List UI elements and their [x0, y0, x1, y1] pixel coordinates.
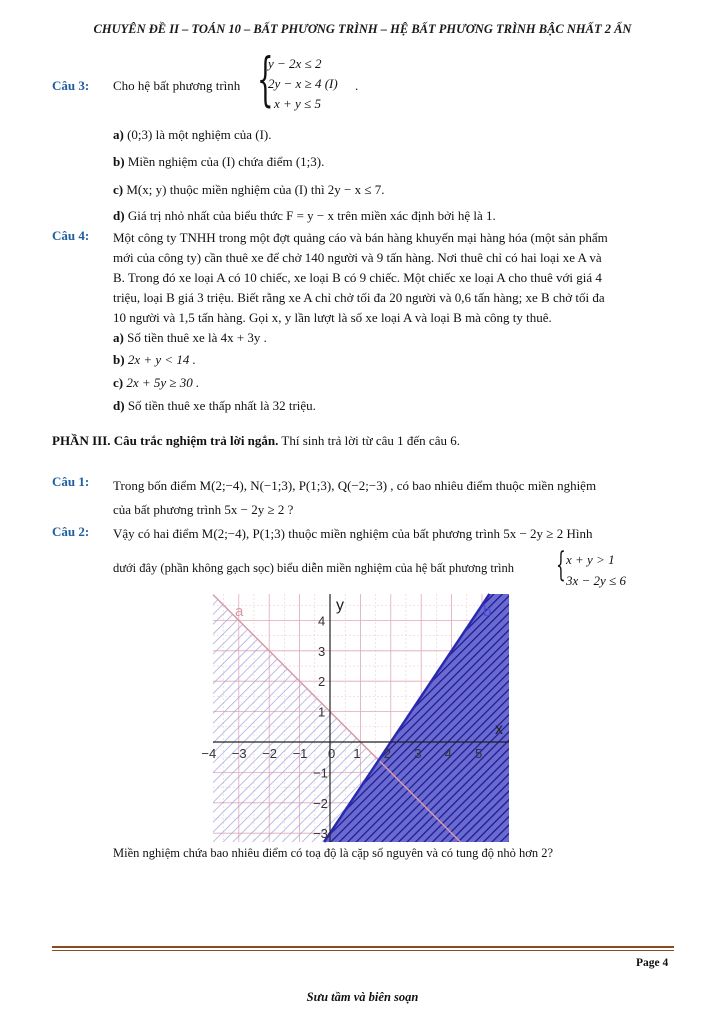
- solution-region-graph: [201, 594, 509, 846]
- part-3-heading: PHẦN III. Câu trắc nghiệm trả lời ngắn. Thí sinh trả lời từ câu 1 đến câu 6.: [52, 433, 460, 448]
- x-tick-label: −3: [231, 746, 247, 761]
- question-4-option-c: c) 2x + 5y ≥ 30 .: [113, 375, 200, 390]
- question-3-option-a: a) (0;3) là một nghiệm của (I).: [113, 127, 272, 142]
- question-3-option-d: d) Giá trị nhỏ nhất của biểu thức F = y − x trên miền xác định bởi hệ là 1.: [113, 208, 496, 223]
- x-tick-label: −2: [262, 746, 278, 761]
- y-tick-label: 4: [318, 613, 326, 629]
- part-3-question-1-label: Câu 1:: [52, 474, 90, 489]
- system-eq-2: 3x − 2y ≤ 6: [566, 573, 626, 588]
- y-axis-label: y: [336, 597, 344, 614]
- x-tick-label: 2: [383, 746, 392, 761]
- x-tick-label: 5: [475, 746, 483, 761]
- y-tick-label: −1: [313, 765, 328, 781]
- y-tick-label: 1: [318, 704, 326, 720]
- question-line: của bất phương trình 5x − 2y ≥ 2 ?: [113, 502, 294, 517]
- question-4-line: 10 người và 1,5 tấn hàng. Gọi x, y lần lượt là số xe loại A và loại B mà công ty thuê.: [113, 310, 552, 325]
- question-4-text: [113, 228, 673, 328]
- x-tick-label: −1: [292, 746, 308, 761]
- question-2-system: [566, 549, 626, 591]
- part-3-question-1-text: [113, 474, 683, 522]
- question-line: Trong bốn điểm M(2;−4), N(−1;3), P(1;3), Q(−2;−3) , có bao nhiêu điểm thuộc miền nghiệm: [113, 478, 597, 493]
- page-header: CHUYÊN ĐỀ II – TOÁN 10 – BẤT PHƯƠNG TRÌNH – HỆ BẤT PHƯƠNG TRÌNH BẬC NHẤT 2 ẨN: [93, 22, 632, 36]
- question-4-option-a: a) Số tiền thuê xe là 4x + 3y .: [113, 330, 267, 345]
- system-end: .: [355, 78, 359, 93]
- y-tick-label: −3: [313, 826, 328, 842]
- line-a-label: a: [235, 603, 244, 620]
- part-3-question-2-question: Miền nghiệm chứa bao nhiêu điểm có toạ độ là cặp số nguyên và có tung độ nhỏ hơn 2?: [113, 846, 554, 860]
- question-4-label: Câu 4:: [52, 228, 90, 243]
- question-4-line: mới của công ty) cần thuê xe để chở 140 người và 9 tấn hàng. Nơi thuê chỉ có hai loại xe A và: [113, 250, 602, 265]
- question-4-line: Một công ty TNHH trong một đợt quảng cáo và bán hàng khuyến mại hàng hóa (một sản phẩm: [113, 230, 608, 245]
- part-3-question-2-line2: dưới đây (phần không gạch sọc) biểu diễn miền nghiệm của hệ bất phương trình: [113, 561, 514, 575]
- question-4-line: B. Trong đó xe loại A có 10 chiếc, xe loại B có 9 chiếc. Một chiếc xe loại A cho thuê với giá 4: [113, 270, 602, 285]
- y-tick-label: −2: [313, 795, 328, 811]
- system-eq-1: x + y > 1: [566, 552, 615, 567]
- question-3-label: Câu 3:: [52, 78, 90, 93]
- footer-divider-thin: [52, 950, 674, 951]
- system-eq-2: 2y − x ≥ 4 (I): [268, 76, 338, 91]
- question-3-option-b: b) Miền nghiệm của (I) chứa điểm (1;3).: [113, 154, 325, 169]
- question-4-line: triệu, loại B giá 3 triệu. Biết rằng xe A chỉ chở tối đa 20 người và 0,6 tấn hàng; xe B chở tối đa: [113, 290, 605, 305]
- y-tick-label: 2: [318, 674, 326, 690]
- question-4-option-d: d) Số tiền thuê xe thấp nhất là 32 triệu.: [113, 398, 316, 413]
- system-brace: {: [556, 545, 566, 585]
- line-b-label: b: [483, 603, 492, 620]
- x-tick-label: 1: [353, 746, 361, 761]
- x-tick-label: 4: [444, 746, 452, 761]
- question-3-intro: Cho hệ bất phương trình: [113, 78, 241, 93]
- x-tick-label: 3: [414, 746, 422, 761]
- footer-divider: [52, 946, 674, 948]
- x-axis-label: x: [495, 721, 503, 738]
- part-3-question-2-line1: Vậy có hai điểm M(2;−4), P(1;3) thuộc miền nghiệm của bất phương trình 5x − 2y ≥ 2 Hình: [113, 526, 593, 541]
- y-tick-label: 3: [318, 643, 326, 659]
- x-tick-label: 0: [328, 746, 336, 761]
- page-number: Page 4: [636, 957, 669, 969]
- part-3-question-2-label: Câu 2:: [52, 524, 90, 539]
- system-eq-3: x + y ≤ 5: [274, 96, 321, 111]
- question-4-option-b: b) 2x + y < 14 .: [113, 352, 196, 367]
- x-tick-label: −4: [201, 746, 217, 761]
- question-3-system: [268, 54, 338, 114]
- system-brace: {: [257, 45, 274, 113]
- question-3-option-c: c) M(x; y) thuộc miền nghiệm của (I) thì 2y − x ≤ 7.: [113, 182, 385, 197]
- graph-svg: [201, 594, 509, 842]
- system-eq-1: y − 2x ≤ 2: [268, 56, 322, 71]
- footer-credit: Sưu tầm và biên soạn: [306, 990, 419, 1004]
